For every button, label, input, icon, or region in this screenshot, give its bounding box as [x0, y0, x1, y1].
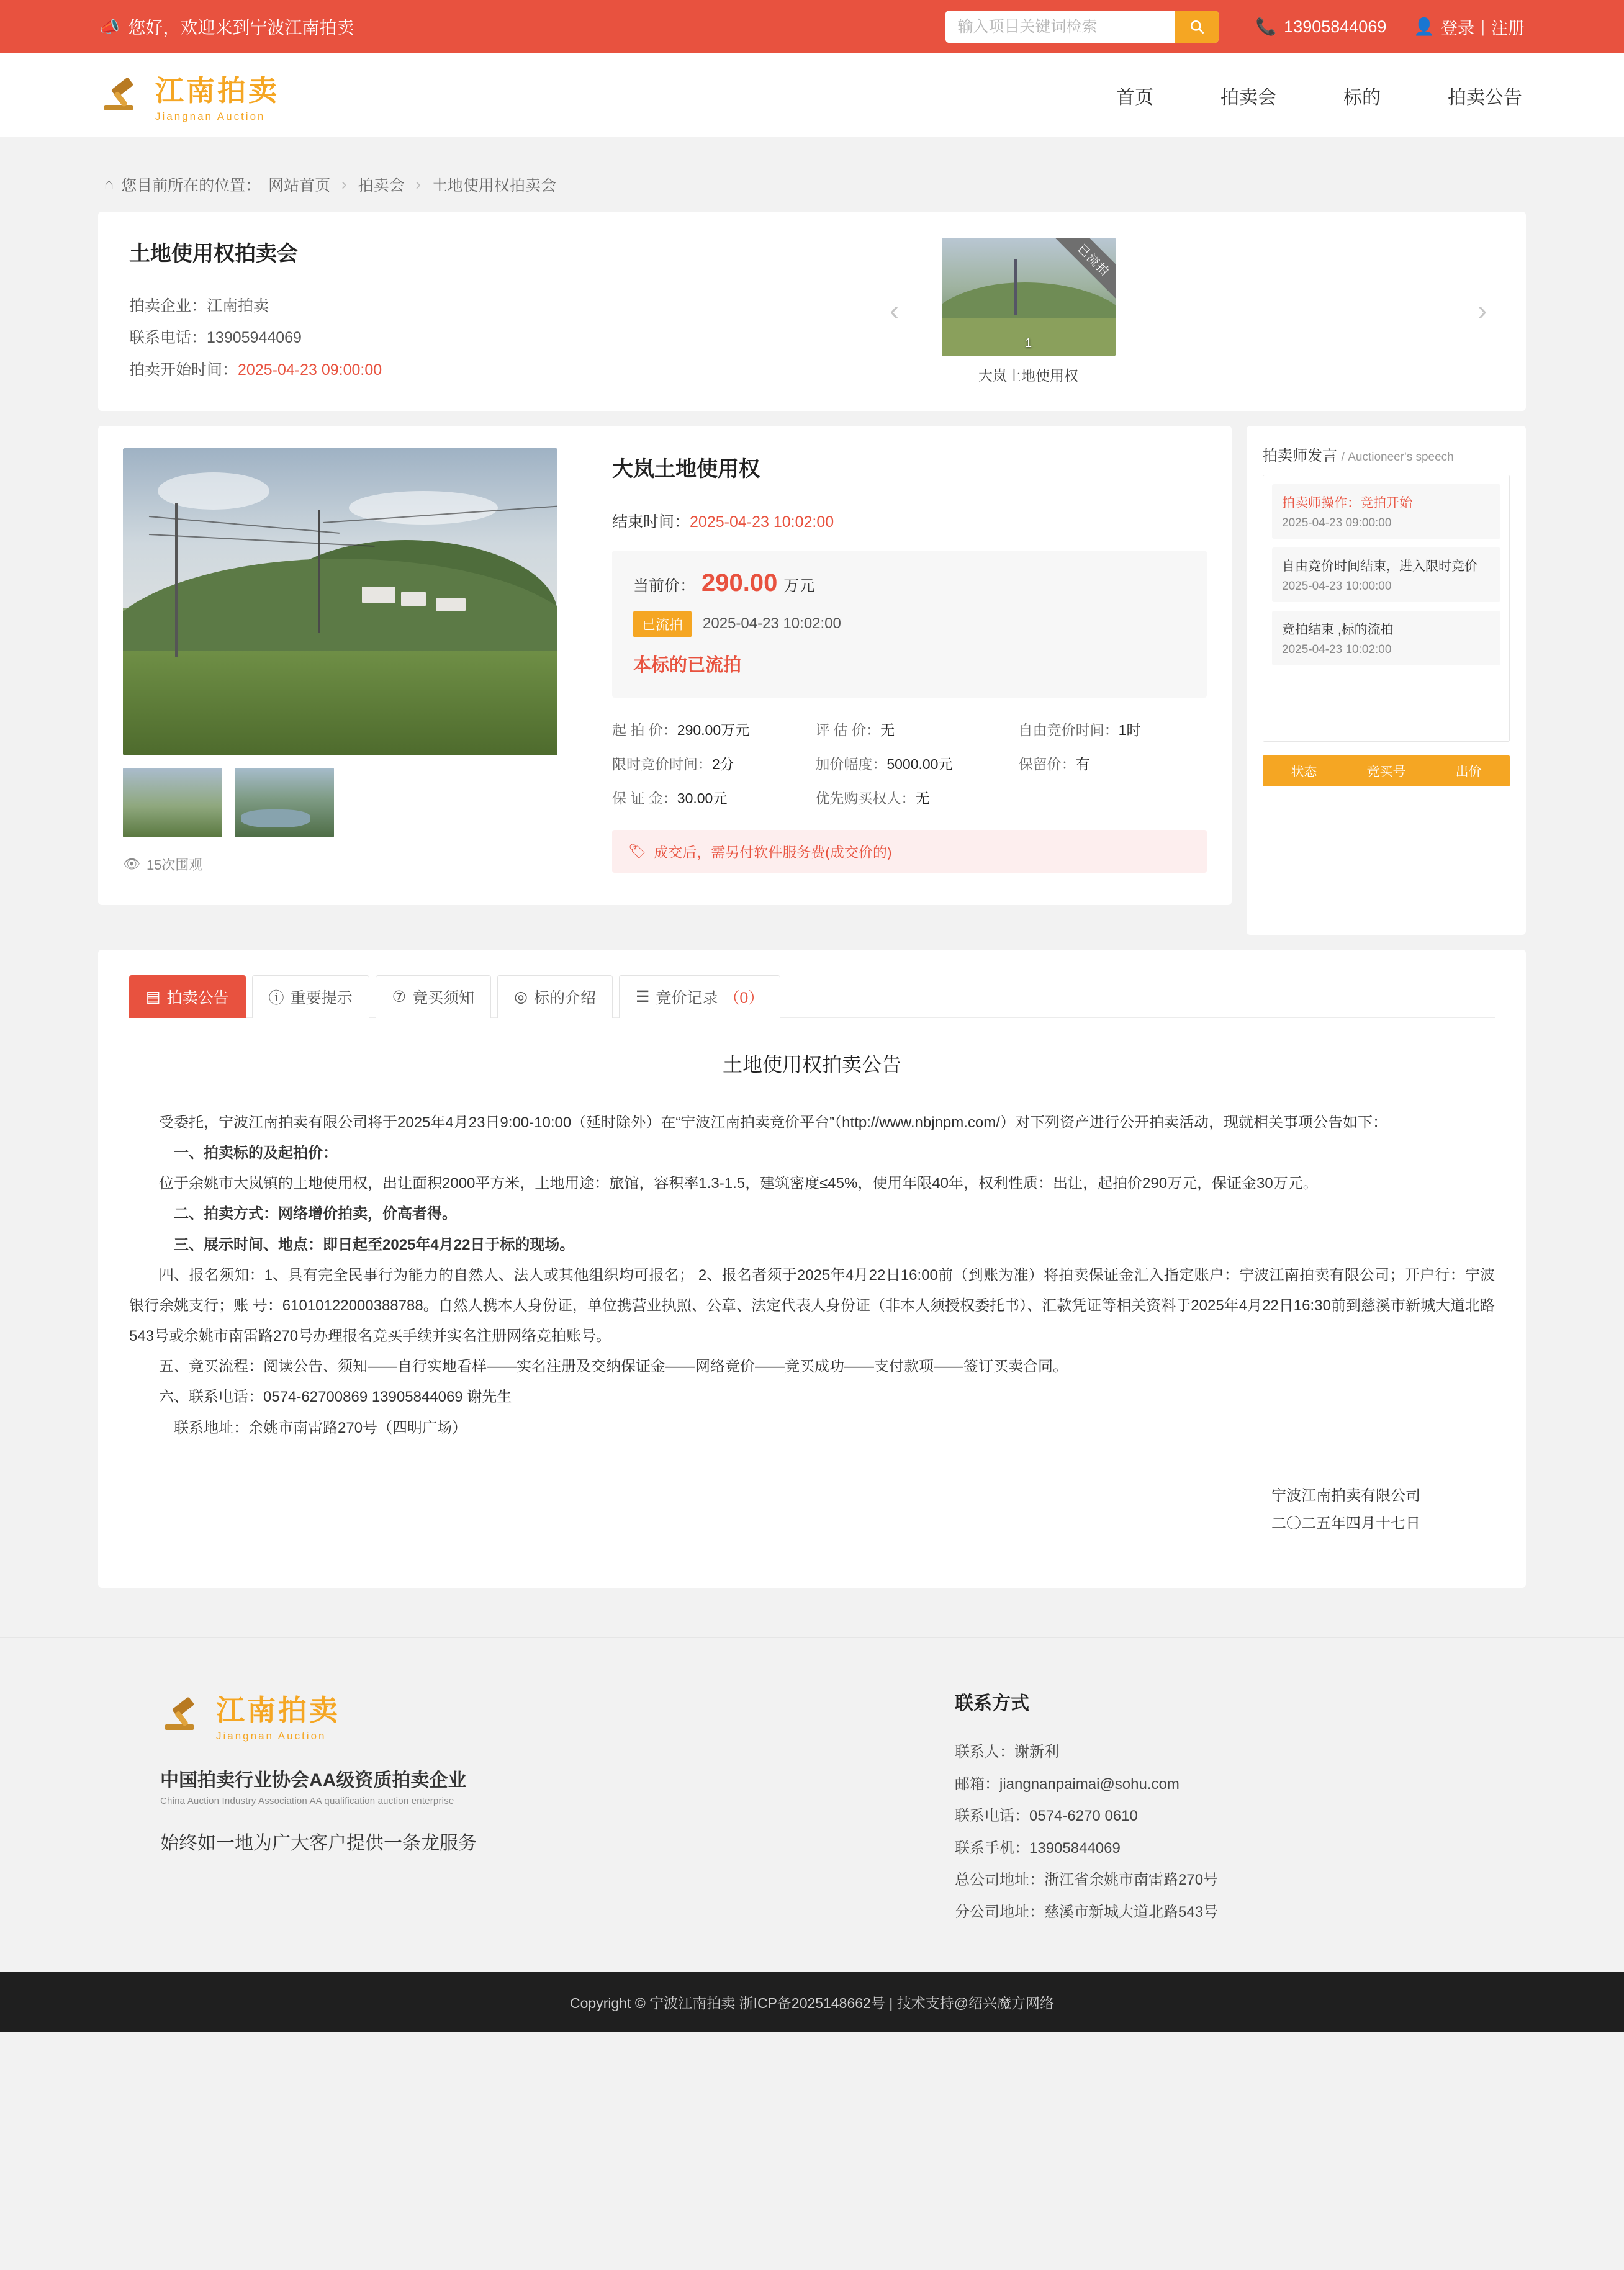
- session-info: [129, 236, 502, 386]
- bid-col-price: 出价: [1455, 764, 1482, 779]
- nav-item-auctions[interactable]: 拍卖会: [1220, 87, 1276, 108]
- announcement-paragraph: 五、竞买流程：阅读公告、须知——自行实地看样——实名注册及交纳保证金——网络竞价——竞买成功——支付款项——签订买卖合同。: [159, 1358, 1068, 1376]
- announcement-paragraph: 六、联系电话：0574-62700869 13905844069 谢先生: [159, 1389, 512, 1406]
- site-logo[interactable]: [99, 68, 279, 123]
- footer-contact: [955, 1688, 1526, 1929]
- lot-views-count: 15次围观: [146, 857, 203, 873]
- announcement-paragraph: 受委托，宁波江南拍卖有限公司将于2025年4月23日9:00-10:00（延时除外）在“宁波江南拍卖竞价平台”（http://www.nbjnpm.com/）对下列资产进行公开拍卖活动，现就相关事项公告如下：: [159, 1114, 1387, 1131]
- question-icon: ⑦: [392, 988, 407, 1006]
- footer-contact-line: 联系手机：13905844069: [955, 1839, 1121, 1857]
- lot-status-ribbon: 已流拍: [1052, 238, 1115, 302]
- lot-title: 大岚土地使用权: [612, 457, 760, 481]
- lot-info-column: [582, 448, 1207, 874]
- lot-tabs: [129, 975, 1495, 1018]
- lot-failed-note: 本标的已流拍: [633, 655, 742, 675]
- session-tel-label: 联系电话：: [129, 329, 207, 347]
- footer-logo-cn: 江南拍卖: [216, 1693, 340, 1727]
- announcement-paragraph: 联系地址：余姚市南雷路270号（四明广场）: [174, 1419, 467, 1436]
- lot-thumbnail-2[interactable]: [235, 768, 334, 837]
- spec-value: 5000.00元: [886, 755, 953, 772]
- nav-item-announcements[interactable]: 拍卖公告: [1448, 87, 1522, 108]
- spec-item: [815, 719, 1003, 739]
- speech-item-time: 2025-04-23 10:02:00: [1282, 642, 1392, 656]
- footer-claim: 中国拍卖行业协会AA级资质拍卖企业: [160, 1770, 467, 1791]
- tab-important-notice[interactable]: [252, 975, 369, 1018]
- spec-value: 有: [1075, 755, 1090, 772]
- session-start-label: 拍卖开始时间：: [129, 361, 238, 379]
- session-tel: 13905944069: [207, 329, 302, 347]
- account-block[interactable]: [1414, 15, 1525, 39]
- site-footer: [0, 1637, 1624, 1972]
- logo-text-cn: 江南拍卖: [155, 73, 279, 107]
- footer-logo: [160, 1688, 955, 1742]
- lot-gallery: [123, 448, 582, 874]
- spec-item: [1019, 719, 1207, 739]
- breadcrumb: [98, 137, 1526, 212]
- footer-claim-en: China Auction Industry Association AA qualification auction enterprise: [160, 1796, 454, 1806]
- register-link[interactable]: 注册: [1491, 19, 1525, 38]
- tab-count: （0）: [724, 989, 764, 1007]
- megaphone-icon: 📣: [99, 17, 120, 36]
- tab-label: 竞买须知: [412, 989, 475, 1007]
- fee-note-text: 成交后，需另付软件服务费(成交价的): [654, 844, 892, 860]
- login-link[interactable]: 登录: [1440, 19, 1474, 38]
- speech-header: [1263, 443, 1510, 475]
- lot-end-time-label: 结束时间：: [612, 513, 690, 531]
- logo-text-en: Jiangnan Auction: [155, 110, 266, 122]
- lot-current-price: [633, 569, 1186, 597]
- speech-item: [1272, 484, 1500, 539]
- info-icon: ⓘ: [268, 989, 284, 1007]
- lot-specs: [612, 719, 1207, 808]
- bid-col-status: 状态: [1291, 764, 1317, 779]
- tab-label: 拍卖公告: [166, 989, 229, 1007]
- announcement-paragraph: 二、拍卖方式：网络增价拍卖，价高者得。: [174, 1205, 457, 1223]
- spec-key: 评 估 价：: [815, 721, 881, 738]
- doc-icon: ▤: [146, 988, 161, 1006]
- tab-label: 标的介绍: [533, 989, 596, 1007]
- speech-item-text: 竞拍结束 ,标的流拍: [1282, 622, 1394, 637]
- footer-left: [98, 1688, 955, 1929]
- breadcrumb-item-current: 土地使用权拍卖会: [431, 177, 556, 194]
- announcement-title: 土地使用权拍卖公告: [722, 1053, 901, 1076]
- speech-item-time: 2025-04-23 10:00:00: [1282, 579, 1392, 593]
- session-title: 土地使用权拍卖会: [129, 242, 298, 266]
- lot-thumbnail-1[interactable]: [123, 768, 222, 837]
- gavel-icon: [160, 1692, 206, 1738]
- speech-list[interactable]: [1263, 475, 1510, 742]
- lot-thumb-image[interactable]: [942, 238, 1116, 356]
- footer-contact-line: 联系人：谢新利: [955, 1744, 1059, 1760]
- gavel-icon: [99, 73, 145, 119]
- footer-slogan: 始终如一地为广大客户提供一条龙服务: [160, 1833, 477, 1853]
- signature-date: 二〇二五年四月十七日: [1271, 1515, 1420, 1533]
- phone-number: 13905844069: [1284, 17, 1387, 36]
- target-icon: ◎: [514, 988, 528, 1006]
- copyright-bar: Copyright © 宁波江南拍卖 浙ICP备2025148662号 | 技术支持@绍兴魔方网络: [0, 1972, 1624, 2032]
- nav-item-lots[interactable]: 标的: [1343, 87, 1381, 108]
- breadcrumb-separator: ›: [341, 175, 347, 193]
- spec-key: 优先购买权人：: [815, 790, 916, 806]
- lot-main-photo[interactable]: [123, 448, 557, 755]
- spec-item: [815, 787, 1003, 808]
- tab-lot-introduction[interactable]: [497, 975, 613, 1018]
- account-separator: |: [1480, 17, 1485, 36]
- tab-label: 重要提示: [290, 989, 353, 1007]
- lot-price-box: [612, 551, 1207, 698]
- lot-fee-note: [612, 830, 1207, 873]
- lot-end-time-value: 2025-04-23 10:02:00: [690, 513, 834, 531]
- carousel-next-icon[interactable]: ›: [1477, 295, 1487, 327]
- spec-item: [815, 753, 1003, 773]
- lot-thumb-label: 大岚土地使用权: [978, 367, 1078, 384]
- auctioneer-speech-panel: [1247, 426, 1526, 935]
- bid-table-header: [1263, 755, 1510, 786]
- breadcrumb-item-auctions[interactable]: 拍卖会: [358, 177, 405, 194]
- tab-label: 竞价记录: [656, 989, 718, 1007]
- session-company-label: 拍卖企业：: [129, 297, 207, 315]
- lot-detail-card: [98, 426, 1232, 905]
- tab-bidder-guide[interactable]: [376, 975, 491, 1018]
- announcement-paragraph: 三、展示时间、地点：即日起至2025年4月22日于标的现场。: [174, 1236, 575, 1253]
- status-timestamp: 2025-04-23 10:02:00: [703, 615, 841, 633]
- speech-item-text: 自由竞价时间结束，进入限时竞价: [1282, 559, 1477, 574]
- lot-thumb-index: 1: [1024, 336, 1032, 350]
- announcement-paragraph: 四、报名须知：1、具有完全民事行为能力的自然人、法人或其他组织均可报名； 2、报名者须于2025年4月22日16:00前（到账为准）将拍卖保证金汇入指定账户：宁波江南拍卖有限公司；开户行：宁波银行余姚支行；账 号：61010122000388788。自然人携本人身份证，单位携营业执照、公章、法定代表人身份证（非本人须授权委托书）、汇款凭证等相关资料于2025年4月22日16:30前到慈溪市新城大道北路543号或余姚市南雷路270号办理报名竞买手续并实名注册网络竞拍账号。: [129, 1266, 1495, 1345]
- breadcrumb-separator: ›: [415, 175, 421, 193]
- footer-contact-line: 分公司地址：慈溪市新城大道北路543号: [955, 1903, 1219, 1921]
- announcement-paragraph: 位于余姚市大岚镇的土地使用权，出让面积2000平方米，土地用途：旅馆，容积率1.3-1.5，建筑密度≤45%，使用年限40年，权利性质：出让，起拍价290万元，保证金30万元。: [159, 1175, 1318, 1192]
- list-icon: ☰: [635, 988, 650, 1006]
- spec-value: 无: [915, 790, 930, 806]
- auction-session-card: [98, 212, 1526, 411]
- bid-col-bidder: 竞买号: [1366, 764, 1406, 779]
- current-price-value: 290.00: [701, 569, 778, 597]
- phone-icon: 📞: [1255, 17, 1277, 36]
- lot-views: [123, 855, 582, 874]
- spec-item-empty: [1019, 787, 1207, 808]
- search-box[interactable]: [945, 11, 1219, 43]
- carousel-prev-icon[interactable]: ‹: [890, 295, 899, 327]
- current-price-unit: 万元: [783, 577, 815, 595]
- breadcrumb-item-home[interactable]: 网站首页: [268, 177, 331, 194]
- announcement-body: [129, 1049, 1495, 1538]
- breadcrumb-prefix: 您目前所在的位置：: [121, 177, 261, 194]
- speech-item: [1272, 611, 1500, 665]
- spec-key: 限时竞价时间：: [612, 755, 712, 772]
- session-start-time: 2025-04-23 09:00:00: [238, 361, 382, 379]
- footer-contact-line: 总公司地址：浙江省余姚市南雷路270号: [955, 1871, 1219, 1889]
- speech-title: 拍卖师发言: [1263, 447, 1337, 464]
- nav-item-home[interactable]: 首页: [1116, 87, 1153, 108]
- tab-announcement[interactable]: [129, 975, 246, 1018]
- status-badge: 已流拍: [633, 611, 692, 637]
- session-meta: [129, 291, 477, 386]
- home-icon: ⌂: [104, 175, 114, 193]
- footer-contact-line: 邮箱：jiangnanpaimai@sohu.com: [955, 1775, 1180, 1793]
- footer-logo-en: Jiangnan Auction: [216, 1730, 327, 1742]
- lot-status-line: [633, 611, 1186, 637]
- footer-contact-line: 联系电话：0574-6270 0610: [955, 1808, 1138, 1825]
- spec-item: [612, 719, 800, 739]
- lot-detail-row: [98, 426, 1526, 935]
- spec-key: 起 拍 价：: [612, 721, 677, 738]
- spec-value: 无: [880, 721, 895, 738]
- search-icon: [1189, 19, 1205, 35]
- eye-icon: 👁: [123, 856, 140, 872]
- spec-item: [1019, 753, 1207, 773]
- announcement-paragraph: 一、拍卖标的及起拍价：: [174, 1144, 338, 1161]
- spec-key: 保 证 金：: [612, 790, 677, 806]
- phone-block: [1256, 17, 1387, 37]
- lot-thumbnail-strip: [123, 768, 582, 837]
- user-icon: 👤: [1414, 17, 1435, 36]
- signature-company: 宁波江南拍卖有限公司: [1271, 1487, 1420, 1504]
- footer-contact-title: 联系方式: [955, 1693, 1029, 1714]
- spec-key: 加价幅度：: [815, 755, 887, 772]
- session-lot-thumb[interactable]: [942, 238, 1116, 385]
- lot-tabs-card: [98, 950, 1526, 1588]
- session-lot-carousel: [502, 236, 1495, 386]
- spec-value: 30.00元: [677, 790, 728, 806]
- session-company: 江南拍卖: [207, 297, 269, 315]
- speech-item-text: 拍卖师操作：竞拍开始: [1282, 495, 1412, 510]
- top-bar: [0, 0, 1624, 53]
- announcement-signature: [129, 1482, 1495, 1538]
- search-button[interactable]: [1175, 11, 1219, 43]
- spec-item: [612, 787, 800, 808]
- welcome-text: 您好，欢迎来到宁波江南拍卖: [128, 18, 354, 37]
- spec-key: 自由竞价时间：: [1018, 721, 1119, 738]
- lot-end-time: [612, 510, 1207, 532]
- welcome-block: [99, 14, 354, 39]
- site-header: [0, 53, 1624, 137]
- speech-item-time: 2025-04-23 09:00:00: [1282, 516, 1392, 529]
- coupon-icon: 🏷: [628, 842, 647, 859]
- tab-bid-records[interactable]: [619, 975, 780, 1018]
- spec-value: 1时: [1118, 721, 1141, 738]
- main-nav: [1114, 76, 1525, 115]
- spec-item: [612, 753, 800, 773]
- spec-value: 290.00万元: [677, 721, 750, 738]
- spec-key: 保留价：: [1018, 755, 1076, 772]
- spec-value: 2分: [712, 755, 734, 772]
- current-price-label: 当前价：: [633, 577, 696, 595]
- search-input[interactable]: [945, 11, 1175, 43]
- speech-title-en: / Auctioneer's speech: [1341, 450, 1454, 464]
- speech-item: [1272, 547, 1500, 602]
